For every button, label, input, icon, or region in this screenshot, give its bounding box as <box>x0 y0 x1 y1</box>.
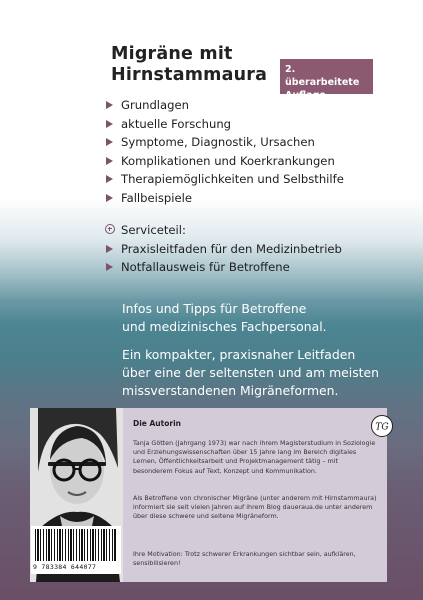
topic-item: Grundlagen <box>105 96 344 115</box>
title-line-2: Hirnstammaura <box>111 65 268 85</box>
topic-item: Symptome, Diagnostik, Ursachen <box>105 133 344 152</box>
barcode-bars <box>35 529 117 561</box>
topic-item: Komplikationen und Koerkrankungen <box>105 152 344 171</box>
arrow-icon <box>106 175 113 183</box>
badge-line-2: Auflage <box>285 90 326 101</box>
title-line-1: Migräne mit <box>111 44 233 64</box>
publisher-logo <box>371 415 393 437</box>
info-tips: Infos und Tipps für Betroffene und medizinisches Fachpersonal. <box>122 301 327 334</box>
service-item: Notfallausweis für Betroffene <box>105 258 342 277</box>
logo-mark <box>372 416 392 436</box>
author-blog-paragraph: Als Betroffene von chronischer Migräne (unter anderem mit Hirnstammaura) informiert sie seit vielen Jahren auf ihrem Blog dauerauа.de unter anderem über diese schwere und seltene Migräneform. <box>133 495 377 521</box>
topic-item: Therapiemöglichkeiten und Selbsthilfe <box>105 170 344 189</box>
topic-list <box>105 96 344 207</box>
topic-item: aktuelle Forschung <box>105 115 344 134</box>
isbn-barcode <box>31 526 121 574</box>
service-heading: Serviceteil: <box>105 221 342 240</box>
book-title <box>111 44 267 86</box>
arrow-icon <box>106 138 113 146</box>
info-guide: Ein kompakter, praxisnaher Leitfaden über eine der seltensten und am meisten missverstandenen Migräneformen. <box>122 347 379 398</box>
author-heading: Die Autorin <box>133 419 181 428</box>
arrow-icon <box>106 263 113 271</box>
arrow-icon <box>106 194 113 202</box>
badge-line-1: 2. überarbeitete <box>285 64 360 88</box>
arrow-icon <box>106 245 113 253</box>
topic-item: Fallbeispiele <box>105 189 344 208</box>
arrow-icon <box>106 157 113 165</box>
author-motivation-paragraph: Ihre Motivation: Trotz schwerer Erkrankungen sichtbar sein, aufklären, sensibilisieren! <box>133 551 356 568</box>
plus-circle-icon <box>105 224 115 234</box>
arrow-icon <box>106 101 113 109</box>
author-bio-paragraph: Tanja Götten (Jahrgang 1973) war nach ihrem Magisterstudium in Soziologie und Erziehungswissenschaften über 15 Jahre lang im Bereich digitales Lernen, Öffentlichkeitsarbeit und Projektmanagement tätig – mit besonderem Fokus auf Text, Konzept und Kommunikation. <box>133 440 376 475</box>
edition-badge <box>280 59 373 101</box>
isbn-number: 9 783384 644077 <box>33 563 97 571</box>
service-item: Praxisleitfaden für den Medizinbetrieb <box>105 240 342 259</box>
arrow-icon <box>106 120 113 128</box>
service-list <box>105 221 342 277</box>
logo-text: TG <box>375 422 389 433</box>
author-bio-panel <box>123 408 387 582</box>
